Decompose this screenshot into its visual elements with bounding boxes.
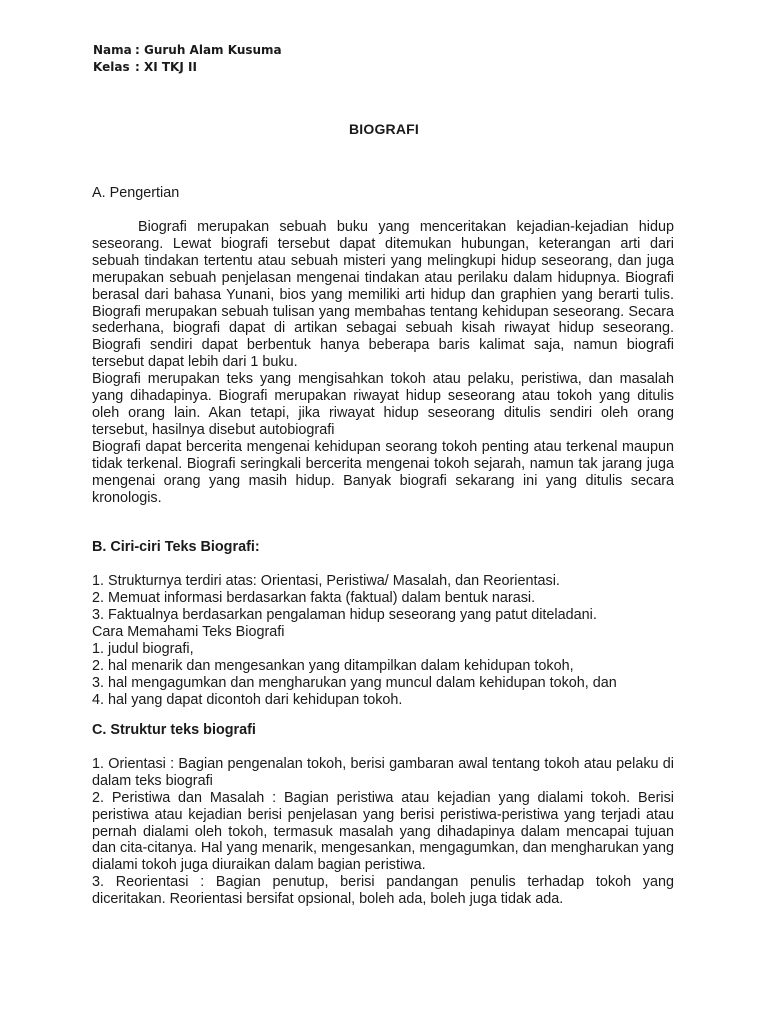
list-item: 1. judul biografi, (92, 640, 194, 657)
section-c-heading: C. Struktur teks biografi (92, 722, 256, 738)
section-b-heading: B. Ciri-ciri Teks Biografi: (92, 539, 260, 555)
class-row (93, 59, 282, 76)
section-b-subheading: Cara Memahami Teks Biografi (92, 623, 285, 640)
list-item: 2. Memuat informasi berdasarkan fakta (faktual) dalam bentuk narasi. (92, 589, 536, 606)
name-row (93, 42, 282, 59)
list-item: 1. Strukturnya terdiri atas: Orientasi, Peristiwa/ Masalah, dan Reorientasi. (92, 572, 560, 589)
list-item: 2. hal menarik dan mengesankan yang ditampilkan dalam kehidupan tokoh, (92, 657, 574, 674)
name-value: : Guruh Alam Kusuma (135, 43, 282, 57)
section-a-paragraph-1: Biografi merupakan sebuah buku yang menceritakan kejadian-kejadian hidup seseorang. Lewat biografi tersebut dapat ditemukan hubungan, keterangan arti dari sebuah tindakan tertentu atau sebuah misteri yang melingkupi hidup seseorang, dan juga merupakan sebuah penjelasan mengenai tindakan atau perilaku dalam hidupnya. Biografi berasal dari bahasa Yunani, bios yang memiliki arti hidup dan graphien yang berarti tulis. Biografi merupakan sebuah tulisan yang membahas tentang kehidupan seseorang. Secara sederhana, biografi dapat di artikan sebagai sebuah kisah riwayat hidup seseorang. Biografi sendiri dapat berbentuk hanya beberapa baris kalimat saja, namun biografi tersebut dapat lebih dari 1 buku. (92, 219, 674, 371)
section-b (92, 539, 674, 709)
student-identity (93, 42, 282, 76)
list-item: 1. Orientasi : Bagian pengenalan tokoh, berisi gambaran awal tentang tokoh atau pelaku di dalam teks biografi (92, 755, 674, 789)
list-item: 3. hal mengagumkan dan mengharukan yang muncul dalam kehidupan tokoh, dan (92, 674, 617, 691)
list-item: 3. Faktualnya berdasarkan pengalaman hidup seseorang yang patut diteladani. (92, 606, 597, 623)
section-a-paragraph-2: Biografi merupakan teks yang mengisahkan tokoh atau pelaku, peristiwa, dan masalah yang dihadapinya. Biografi merupakan riwayat hidup seseorang atau tokoh yang ditulis oleh orang lain. Akan tetapi, jika riwayat hidup seseorang ditulis sendiri oleh orang tersebut, hasilnya disebut autobiografi (92, 371, 674, 438)
list-item: 4. hal yang dapat dicontoh dari kehidupan tokoh. (92, 691, 403, 708)
class-value: : XI TKJ II (135, 60, 197, 74)
section-c (92, 722, 674, 908)
section-a-heading: A. Pengertian (92, 185, 180, 201)
list-item: 2. Peristiwa dan Masalah : Bagian peristiwa atau kejadian yang dialami tokoh. Berisi peristiwa atau kejadian berisi penjelasan yang berisi peristiwa-peristiwa yang terjadi atau pernah dialami oleh tokoh, termasuk masalah yang dihadapinya dalam mencapai tujuan dan cita-citanya. Hal yang menarik, mengesankan, mengagumkan, dan mengharukan yang dialami tokoh juga diuraikan dalam bagian peristiwa. (92, 789, 674, 874)
document-title: BIOGRAFI (348, 121, 420, 137)
section-a-paragraph-3: Biografi dapat bercerita mengenai kehidupan seorang tokoh penting atau terkenal maupun tidak terkenal. Biografi seringkali bercerita mengenai tokoh sejarah, namun tak jarang juga mengenai orang yang masih hidup. Banyak biografi sekarang ini yang ditulis secara kronologis. (92, 438, 674, 506)
section-a (92, 185, 674, 506)
name-label: Nama (93, 43, 132, 57)
list-item: 3. Reorientasi : Bagian penutup, berisi pandangan penulis terhadap tokoh yang diceritakan. Reorientasi bersifat opsional, boleh ada, boleh juga tidak ada. (92, 874, 674, 908)
class-label: Kelas (93, 60, 130, 74)
